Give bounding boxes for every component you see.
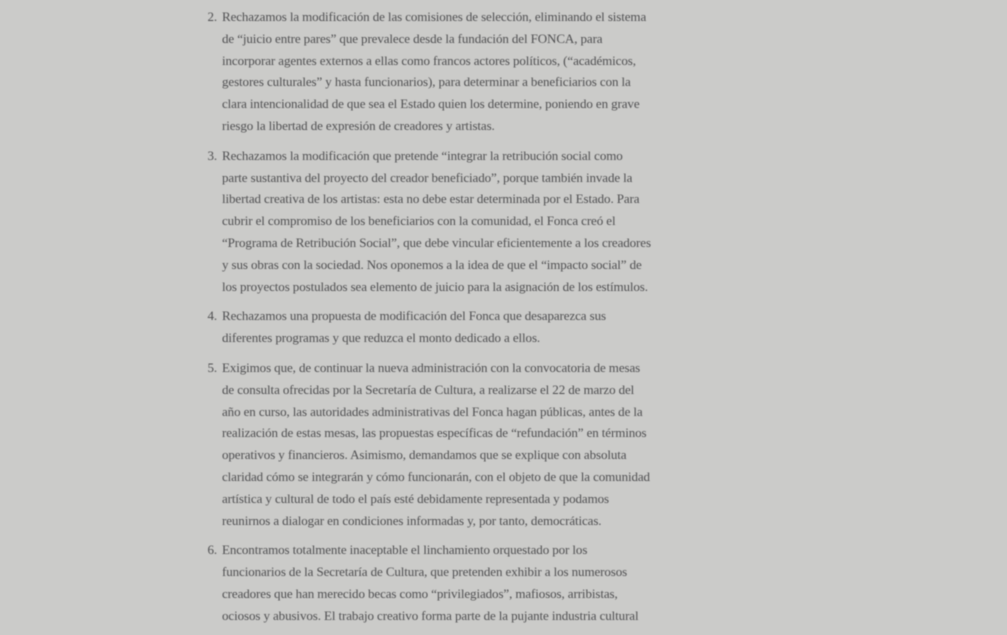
text-line: ociosos y abusivos. El trabajo creativo forma parte de la pujante industria cultural <box>222 607 639 623</box>
text-line: creadores que han merecido becas como “privilegiados”, mafiosos, arribistas, <box>222 585 618 601</box>
text-line: artística y cultural de todo el país esté debidamente representada y podamos <box>222 490 609 506</box>
text-line: realización de estas mesas, las propuestas específicas de “refundación” en términos <box>222 425 647 441</box>
list-item <box>204 539 651 626</box>
text-line: operativos y financieros. Asimismo, demandamos que se explique con absoluta <box>222 447 627 463</box>
text-line: clara intencionalidad de que sea el Estado quien los determine, poniendo en grave <box>222 96 640 112</box>
list-item-text <box>222 305 606 349</box>
text-line: Exigimos que, de continuar la nueva administración con la convocatoria de mesas <box>222 359 641 375</box>
text-line: funcionarios de la Secretaría de Cultura, que pretenden exhibir a los numerosos <box>222 564 628 580</box>
text-line: reunirnos a dialogar en condiciones informadas y, por tanto, democráticas. <box>222 512 602 528</box>
list-item-text <box>222 6 646 137</box>
text-line: parte sustantiva del proyecto del creador beneficiado”, porque también invade la <box>222 169 633 185</box>
list-item-text <box>222 539 639 626</box>
text-line: libertad creativa de los artistas: esta no debe estar determinada por el Estado. Para <box>222 191 640 207</box>
text-line: Encontramos totalmente inaceptable el linchamiento orquestado por los <box>222 542 588 558</box>
text-line: claridad cómo se integrarán y cómo funcionarán, con el objeto de que la comunidad <box>222 468 650 484</box>
text-line: riesgo la libertad de expresión de creadores y artistas. <box>222 117 495 133</box>
text-line: Rechazamos una propuesta de modificación del Fonca que desaparezca sus <box>222 308 606 324</box>
list-item <box>204 305 651 349</box>
text-line: Rechazamos la modificación de las comisiones de selección, eliminando el sistema <box>222 9 647 24</box>
text-line: de consulta ofrecidas por la Secretaría de Cultura, a realizarse el 22 de marzo del <box>222 381 635 397</box>
text-line: de “juicio entre pares” que prevalece desde la fundación del FONCA, para <box>222 30 603 46</box>
list-item-number: 6. <box>207 542 217 558</box>
list-item-number: 3. <box>207 147 217 163</box>
list-item <box>204 145 651 298</box>
list-item-number: 5. <box>207 359 217 375</box>
text-line: “Programa de Retribución Social”, que debe vincular eficientemente a los creadores <box>222 234 651 250</box>
text-line: y sus obras con la sociedad. Nos oponemos a la idea de que el “impacto social” de <box>222 256 642 272</box>
text-line: Rechazamos la modificación que pretende “integrar la retribución social como <box>222 147 623 163</box>
list-item-number: 4. <box>207 308 217 324</box>
text-line: gestores culturales” y hasta funcionarios), para determinar a beneficiarios con la <box>222 74 631 90</box>
list-item <box>204 6 651 137</box>
text-line: los proyectos postulados sea elemento de juicio para la asignación de los estímulos. <box>222 278 648 294</box>
text-line: incorporar agentes externos a ellas como francos actores políticos, (“académicos, <box>222 52 636 68</box>
text-line: diferentes programas y que reduzca el monto dedicado a ellos. <box>222 330 541 346</box>
list-item-text <box>222 357 650 531</box>
list-item <box>204 357 651 531</box>
list-item-text <box>222 145 651 298</box>
list-item-number: 2. <box>207 9 217 24</box>
demands-list <box>204 6 651 635</box>
text-line: año en curso, las autoridades administrativas del Fonca hagan públicas, antes de la <box>222 403 643 419</box>
text-line: cubrir el compromiso de los beneficiarios con la comunidad, el Fonca creó el <box>222 213 616 229</box>
